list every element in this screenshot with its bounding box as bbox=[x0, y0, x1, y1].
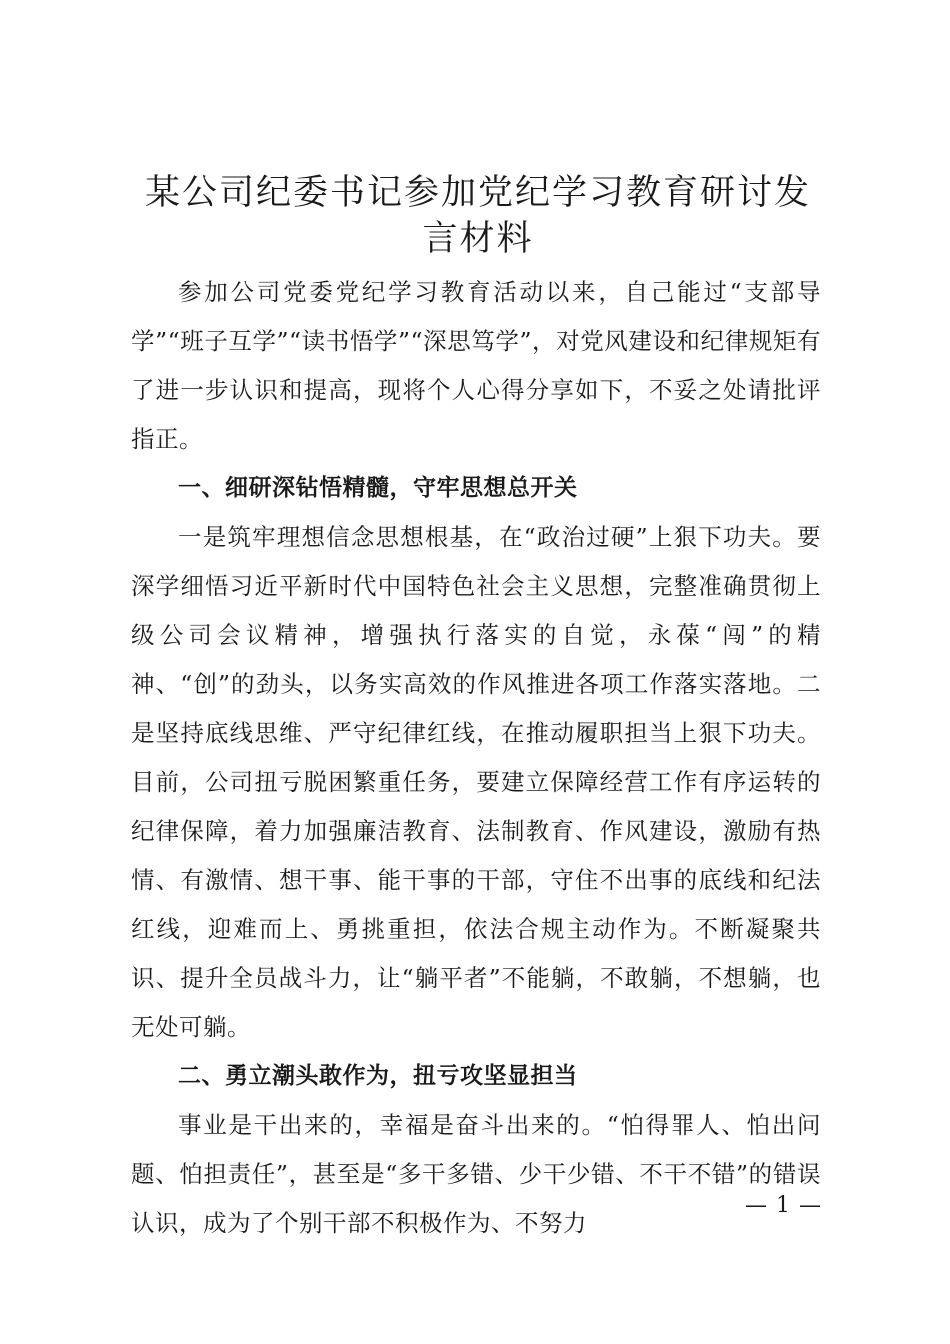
section-1-paragraph: 一是筑牢理想信念思想根基，在“政治过硬”上狠下功夫。要深学细悟习近平新时代中国特色社会主义思想，完整准确贯彻上级公司会议精神，增强执行落实的自觉，永葆“闯”的精神、“创”的劲头，以务实高效的作风推进各项工作落实落地。二是坚持底线思维、严守纪律红线，在推动履职担当上狠下功夫。目前，公司扭亏脱困繁重任务，要建立保障经营工作有序运转的纪律保障，着力加强廉洁教育、法制教育、作风建设，激励有热情、有激情、想干事、能干事的干部，守住不出事的底线和纪法红线，迎难而上、勇挑重担，依法合规主动作为。不断凝聚共识、提升全员战斗力，让“躺平者”不能躺，不敢躺，不想躺，也无处可躺。 bbox=[131, 523, 821, 1041]
document-body bbox=[131, 268, 821, 1248]
section-2-heading: 二、勇立潮头敢作为，扭亏攻坚显担当 bbox=[178, 1063, 578, 1089]
intro-paragraph: 参加公司党委党纪学习教育活动以来，自己能过“支部导学”“班子互学”“读书悟学”“深思笃学”，对党风建设和纪律规矩有了进一步认识和提高，现将个人心得分享如下，不妥之处请批评指正。 bbox=[131, 278, 821, 453]
page-number: — 1 — bbox=[745, 1193, 822, 1218]
document-title: 某公司纪委书记参加党纪学习教育研讨发言材料 bbox=[144, 173, 811, 259]
section-1-heading: 一、细研深钻悟精髓，守牢思想总开关 bbox=[178, 475, 578, 501]
section-2-paragraph: 事业是干出来的，幸福是奋斗出来的。“怕得罪人、怕出问题、怕担责任”，甚至是“多干多错、少干少错、不干不错”的错误认识，成为了个别干部不积极作为、不努力 bbox=[131, 1111, 821, 1237]
